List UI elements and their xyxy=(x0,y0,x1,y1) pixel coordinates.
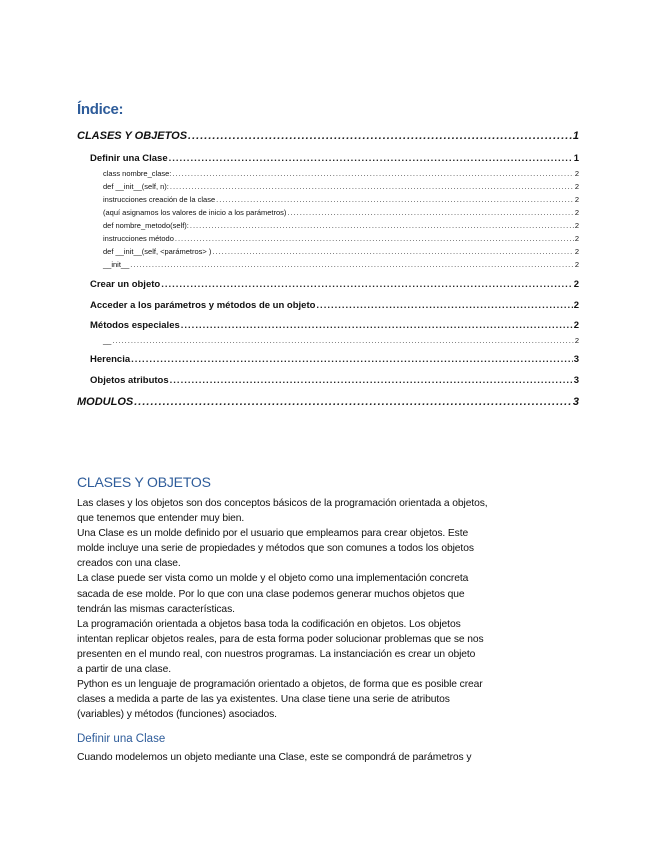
toc-dot-leader xyxy=(287,208,573,217)
toc-entry[interactable] xyxy=(77,208,579,217)
toc-entry-text: Herencia xyxy=(90,354,131,365)
toc-entry[interactable] xyxy=(77,300,579,311)
toc-entry-text: Métodos especiales xyxy=(90,320,180,331)
body-line: La programación orientada a objetos basa toda la codificación en objetos. Los objetos xyxy=(77,618,461,630)
toc-page-number: 2 xyxy=(574,169,579,178)
toc-dot-leader xyxy=(316,300,572,311)
body-line: Cuando modelemos un objeto mediante una Clase, este se compondrá de parámetros y xyxy=(77,752,472,763)
toc-entry-text: Acceder a los parámetros y métodos de un objeto xyxy=(90,300,316,311)
toc-dot-leader xyxy=(212,247,573,256)
toc-entry-text: instrucciones creación de la clase xyxy=(103,195,216,204)
toc-entry[interactable] xyxy=(77,320,579,331)
body-line: presenten en el mundo real, con nuestros programas. La instanciación es crear un objeto xyxy=(77,648,476,660)
toc-entry[interactable] xyxy=(77,195,579,204)
toc-entry[interactable] xyxy=(77,234,579,243)
toc-page-number: 2 xyxy=(574,260,579,269)
toc-entry-text: class nombre_clase: xyxy=(103,169,172,178)
toc-dot-leader xyxy=(181,320,573,331)
subheading: Definir una Clase xyxy=(77,733,166,745)
toc-page-number: 3 xyxy=(573,354,579,365)
toc-entry[interactable] xyxy=(77,396,579,408)
toc-entry-text: instrucciones método xyxy=(103,234,174,243)
toc-dot-leader xyxy=(172,169,573,178)
toc-entry[interactable] xyxy=(77,130,579,142)
body-line: Python es un lenguaje de programación orientado a objetos, de forma que es posible crear xyxy=(77,679,483,691)
toc-entry-text: Objetos atributos xyxy=(90,375,169,386)
toc-page-number: 2 xyxy=(574,234,579,243)
toc-dot-leader xyxy=(175,234,574,243)
toc-dot-leader xyxy=(112,336,573,345)
toc-page-number: 1 xyxy=(573,153,579,164)
toc-page-number: 2 xyxy=(573,300,579,311)
subsection-body xyxy=(77,750,577,765)
toc-entry-text: def __init__(self, <parámetros> ) xyxy=(103,247,212,256)
toc-dot-leader xyxy=(130,260,574,269)
toc-entry-text: MODULOS xyxy=(77,396,134,408)
toc-page-number: 3 xyxy=(572,396,579,408)
toc-page-number: 2 xyxy=(574,247,579,256)
toc-entry-text: def __init__(self, n): xyxy=(103,182,169,191)
toc-dot-leader xyxy=(169,153,573,164)
body-line: sacada de ese molde. Por lo que con una clase podemos generar muchos objetos que xyxy=(77,588,465,600)
toc-dot-leader xyxy=(170,375,573,386)
toc-entry[interactable] xyxy=(77,182,579,191)
toc-page-number: 2 xyxy=(574,221,579,230)
toc-page-number: 2 xyxy=(574,195,579,204)
body-line: que tenemos que entender muy bien. xyxy=(77,513,245,525)
toc-entry[interactable] xyxy=(77,153,579,164)
toc-page-number: 2 xyxy=(574,182,579,191)
toc-dot-leader xyxy=(161,279,573,290)
toc-entry[interactable] xyxy=(77,375,579,386)
toc-entry-text: __ xyxy=(103,336,112,345)
toc-page-number: 2 xyxy=(574,208,579,217)
toc-dot-leader xyxy=(134,396,572,408)
toc-entry-text: CLASES Y OBJETOS xyxy=(77,130,188,142)
body-line: (variables) y métodos (funciones) asociados. xyxy=(77,709,277,721)
body-line: intentan replicar objetos reales, para de esta forma poder solucionar problemas que se nos xyxy=(77,633,484,645)
toc-entry[interactable] xyxy=(77,279,579,290)
toc-dot-leader xyxy=(170,182,574,191)
body-line: La clase puede ser vista como un molde y el objeto como una implementación concreta xyxy=(77,573,469,585)
toc-entry-text: (aquí asignamos los valores de inicio a los parámetros) xyxy=(103,208,287,217)
toc-entry[interactable] xyxy=(77,169,579,178)
toc-dot-leader xyxy=(190,221,574,230)
body-line: Las clases y los objetos son dos conceptos básicos de la programación orientada a objetos, xyxy=(77,498,488,509)
toc-page-number: 2 xyxy=(574,336,579,345)
toc-dot-leader xyxy=(188,130,572,142)
toc-dot-leader xyxy=(131,354,573,365)
index-title: Índice: xyxy=(77,101,124,118)
section-heading: CLASES Y OBJETOS xyxy=(77,474,211,490)
body-line: molde incluye una serie de propiedades y métodos que son comunes a todos los objetos xyxy=(77,543,474,555)
body-line: tendrán las mismas características. xyxy=(77,603,235,615)
toc-entry[interactable] xyxy=(77,247,579,256)
body-line: Una Clase es un molde definido por el usuario que empleamos para crear objetos. Este xyxy=(77,528,469,540)
toc-page-number: 2 xyxy=(573,279,579,290)
toc-entry-text: Crear un objeto xyxy=(90,279,161,290)
toc-page-number: 2 xyxy=(573,320,579,331)
toc-page-number: 3 xyxy=(573,375,579,386)
toc-dot-leader xyxy=(216,195,574,204)
body-line: clases a medida a parte de las ya existentes. Una clase tiene una serie de atributos xyxy=(77,694,450,706)
body-line: a partir de una clase. xyxy=(77,664,171,676)
toc-entry[interactable] xyxy=(77,221,579,230)
toc-entry-text: Definir una Clase xyxy=(90,153,168,164)
toc-entry-text: __init__ xyxy=(103,260,130,269)
toc-entry[interactable] xyxy=(77,354,579,365)
toc-page-number: 1 xyxy=(572,130,579,142)
toc-entry[interactable] xyxy=(77,260,579,269)
section-body xyxy=(77,496,577,722)
toc-entry[interactable] xyxy=(77,336,579,345)
body-line: creados con una clase. xyxy=(77,558,181,570)
toc-entry-text: def nombre_metodo(self): xyxy=(103,221,189,230)
